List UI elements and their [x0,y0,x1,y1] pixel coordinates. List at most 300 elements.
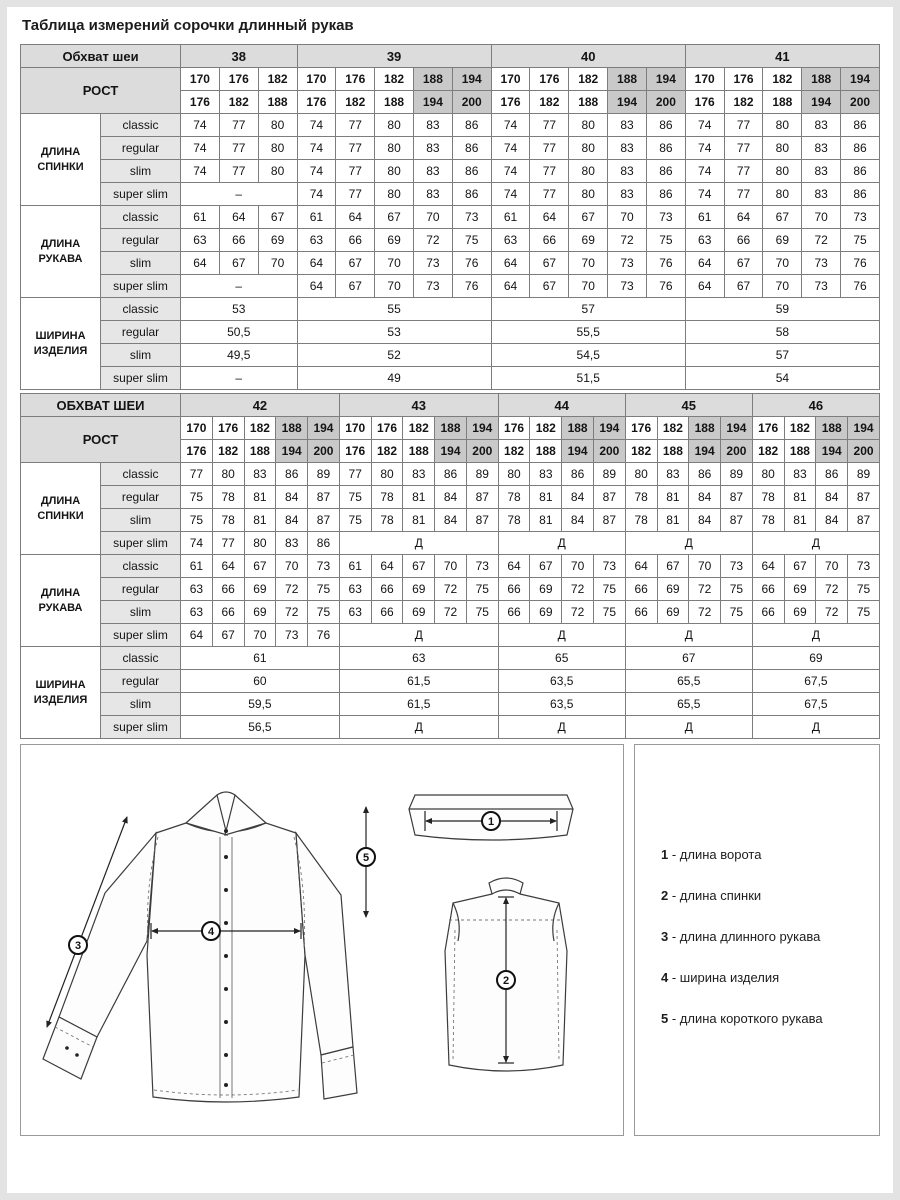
value-cell: 86 [841,183,880,206]
value-cell: 77 [336,137,375,160]
value-cell: 66 [371,601,403,624]
value-cell: 77 [336,160,375,183]
value-cell: 188 [763,91,802,114]
fit-cell: classic [101,206,181,229]
legend-box [634,744,880,1136]
value-cell: 86 [841,114,880,137]
value-cell: 78 [752,486,784,509]
value-cell: – [181,275,297,298]
marker-5 [357,848,375,866]
value-cell: 182 [530,91,569,114]
height-cell-shaded: 194 [802,91,841,114]
value-cell: 77 [724,160,763,183]
value-cell: 188 [530,440,562,463]
value-cell: 78 [625,486,657,509]
fit-cell: slim [101,160,181,183]
value-cell: 70 [375,252,414,275]
value-cell: 72 [802,229,841,252]
value-cell: 73 [413,252,452,275]
value-cell: 81 [530,509,562,532]
value-cell: 87 [308,509,340,532]
value-cell: 74 [181,114,220,137]
value-cell: 61,5 [339,693,498,716]
value-cell: 84 [562,509,594,532]
value-cell: 86 [646,137,685,160]
value-cell: 176 [339,440,371,463]
value-cell: 67 [336,275,375,298]
value-cell: 64 [181,252,220,275]
height-cell-shaded: 194 [816,440,848,463]
value-cell: 66 [212,601,244,624]
value-cell: 176 [530,68,569,91]
value-cell: 87 [466,509,498,532]
value-cell: 66 [212,578,244,601]
value-cell: 77 [219,114,258,137]
height-cell-shaded: 188 [413,68,452,91]
height-cell-shaded: 188 [608,68,647,91]
value-cell: 83 [608,160,647,183]
value-cell: 80 [763,160,802,183]
value-cell: 61,5 [339,670,498,693]
fit-cell: slim [101,509,181,532]
value-cell: 87 [308,486,340,509]
fit-cell: classic [101,555,181,578]
height-cell-shaded: 194 [308,417,340,440]
value-cell: 80 [569,183,608,206]
value-cell: 83 [413,160,452,183]
value-cell: 77 [336,114,375,137]
value-cell: 83 [802,137,841,160]
value-cell: 69 [752,647,879,670]
value-cell: 80 [375,183,414,206]
value-cell: 73 [841,206,880,229]
fit-cell: regular [101,486,181,509]
category-cell: ШИРИНА ИЗДЕЛИЯ [21,298,101,390]
value-cell: 66 [498,578,530,601]
value-cell: 77 [336,183,375,206]
value-cell: 78 [212,486,244,509]
table-row [21,578,880,601]
value-cell: 72 [435,578,467,601]
value-cell: 69 [569,229,608,252]
value-cell: 64 [181,624,213,647]
table-row [21,394,880,417]
value-cell: 56,5 [181,716,340,739]
value-cell: 182 [371,440,403,463]
value-cell: 188 [657,440,689,463]
value-cell: 75 [593,601,625,624]
value-cell: 75 [721,601,753,624]
value-cell: 87 [593,509,625,532]
value-cell: 70 [562,555,594,578]
value-cell: 86 [308,532,340,555]
value-cell: 182 [212,440,244,463]
table-row [21,367,880,390]
value-cell: 80 [375,114,414,137]
value-cell: 69 [403,578,435,601]
bottom-section [20,744,880,1136]
value-cell: 70 [258,252,297,275]
value-cell: 77 [724,137,763,160]
fit-cell: super slim [101,532,181,555]
marker-2 [497,971,515,989]
height-cell-shaded: 194 [452,68,491,91]
value-cell: 176 [491,91,530,114]
height-cell-shaded: 200 [646,91,685,114]
fit-cell: regular [101,229,181,252]
value-cell: 67 [784,555,816,578]
value-cell: 61 [181,206,220,229]
value-cell: 73 [466,555,498,578]
value-cell: 89 [721,463,753,486]
value-cell: Д [752,716,879,739]
value-cell: 77 [212,532,244,555]
value-cell: 69 [244,578,276,601]
value-cell: 83 [403,463,435,486]
value-cell: 70 [569,275,608,298]
value-cell: 75 [593,578,625,601]
value-cell: 83 [657,463,689,486]
value-cell: 64 [530,206,569,229]
value-cell: 63 [685,229,724,252]
height-cell-shaded: 200 [308,440,340,463]
value-cell: 83 [784,463,816,486]
value-cell: 53 [297,321,491,344]
fit-cell: classic [101,647,181,670]
value-cell: Д [498,716,625,739]
value-cell: 72 [435,601,467,624]
value-cell: 176 [212,417,244,440]
value-cell: 69 [657,578,689,601]
shirt-front-right-cuff [321,1047,357,1099]
value-cell: 80 [258,137,297,160]
value-cell: 49,5 [181,344,297,367]
value-cell: 86 [435,463,467,486]
value-cell: 76 [452,275,491,298]
value-cell: 67 [530,555,562,578]
value-cell: 67 [219,252,258,275]
value-cell: 77 [530,160,569,183]
value-cell: 63 [491,229,530,252]
marker-1-label: 1 [487,816,495,828]
value-cell: 64 [297,252,336,275]
value-cell: 80 [258,160,297,183]
value-cell: 76 [841,275,880,298]
value-cell: 70 [608,206,647,229]
value-cell: 66 [336,229,375,252]
height-cell-shaded: 200 [452,91,491,114]
category-cell: ДЛИНА СПИНКИ [21,463,101,555]
value-cell: 74 [297,183,336,206]
value-cell: 77 [530,137,569,160]
shirt-front-left-sleeve [59,833,156,1037]
value-cell: 170 [181,417,213,440]
size-table-42-46 [20,393,880,739]
value-cell: 78 [371,486,403,509]
value-cell: 86 [276,463,308,486]
value-cell: 182 [258,68,297,91]
value-cell: 188 [244,440,276,463]
value-cell: 75 [181,486,213,509]
category-cell: ШИРИНА ИЗДЕЛИЯ [21,647,101,739]
value-cell: 66 [752,601,784,624]
value-cell: 176 [219,68,258,91]
value-cell: 83 [276,532,308,555]
value-cell: 74 [297,114,336,137]
value-cell: 55 [297,298,491,321]
value-cell: 61 [181,647,340,670]
table-row [21,532,880,555]
header-cell: РОСТ [21,68,181,114]
table-row [21,693,880,716]
height-cell-shaded: 194 [841,68,880,91]
value-cell: 70 [413,206,452,229]
value-cell: 73 [848,555,880,578]
value-cell: 87 [593,486,625,509]
marker-5-label: 5 [362,852,370,864]
value-cell: 80 [498,463,530,486]
height-cell-shaded: 188 [802,68,841,91]
value-cell: 78 [752,509,784,532]
value-cell: 65 [498,647,625,670]
value-cell: 67 [258,206,297,229]
height-cell-shaded: 200 [848,440,880,463]
value-cell: 182 [569,68,608,91]
value-cell: 182 [403,417,435,440]
value-cell: 87 [721,486,753,509]
header-cell: 44 [498,394,625,417]
value-cell: 75 [308,578,340,601]
value-cell: – [181,367,297,390]
value-cell: 84 [816,509,848,532]
value-cell: 75 [452,229,491,252]
value-cell: 176 [181,91,220,114]
value-cell: 182 [244,417,276,440]
value-cell: 57 [685,344,879,367]
value-cell: Д [498,532,625,555]
value-cell: 69 [763,229,802,252]
value-cell: 86 [646,183,685,206]
value-cell: 57 [491,298,685,321]
value-cell: 86 [452,160,491,183]
value-cell: 188 [569,91,608,114]
marker-3 [69,936,87,954]
table-row [21,68,880,91]
value-cell: 66 [724,229,763,252]
value-cell: Д [752,624,879,647]
header-cell: ОБХВАТ ШЕИ [21,394,181,417]
value-cell: 69 [530,601,562,624]
header-cell: Обхват шеи [21,45,181,68]
value-cell: 182 [657,417,689,440]
value-cell: 50,5 [181,321,297,344]
value-cell: 63 [181,578,213,601]
value-cell: 67 [244,555,276,578]
value-cell: 67 [625,647,752,670]
marker-2-label: 2 [502,975,510,987]
value-cell: 86 [646,160,685,183]
value-cell: 69 [375,229,414,252]
value-cell: 83 [413,183,452,206]
value-cell: 81 [244,486,276,509]
back-collar-stub [489,878,523,894]
value-cell: 86 [452,183,491,206]
value-cell: 176 [336,68,375,91]
value-cell: 77 [339,463,371,486]
value-cell: 87 [721,509,753,532]
fit-cell: regular [101,670,181,693]
value-cell: 86 [689,463,721,486]
value-cell: 182 [763,68,802,91]
value-cell: 66 [498,601,530,624]
value-cell: 76 [308,624,340,647]
value-cell: 67 [336,252,375,275]
value-cell: 75 [339,509,371,532]
fit-cell: classic [101,298,181,321]
value-cell: 69 [403,601,435,624]
value-cell: 70 [276,555,308,578]
value-cell: 74 [181,532,213,555]
value-cell: 61 [685,206,724,229]
value-cell: 182 [219,91,258,114]
value-cell: 64 [625,555,657,578]
value-cell: 72 [816,601,848,624]
value-cell: 182 [625,440,657,463]
table-row [21,509,880,532]
value-cell: 84 [435,486,467,509]
value-cell: 63 [339,578,371,601]
value-cell: 176 [625,417,657,440]
value-cell: 81 [784,509,816,532]
value-cell: 73 [608,275,647,298]
height-cell-shaded: 194 [689,440,721,463]
value-cell: 74 [491,114,530,137]
value-cell: 73 [452,206,491,229]
value-cell: 64 [336,206,375,229]
value-cell: 80 [258,114,297,137]
value-cell: 63 [297,229,336,252]
value-cell: 74 [181,160,220,183]
value-cell: 67 [530,275,569,298]
header-cell: 43 [339,394,498,417]
value-cell: 170 [339,417,371,440]
legend-item: 1 - длина ворота [661,847,762,862]
value-cell: 78 [212,509,244,532]
value-cell: 81 [530,486,562,509]
value-cell: 176 [724,68,763,91]
value-cell: 170 [297,68,336,91]
fit-cell: regular [101,137,181,160]
value-cell: 77 [530,183,569,206]
fit-cell: classic [101,463,181,486]
value-cell: 73 [308,555,340,578]
value-cell: 67 [403,555,435,578]
value-cell: 176 [498,417,530,440]
value-cell: Д [752,532,879,555]
value-cell: 86 [841,160,880,183]
value-cell: 182 [530,417,562,440]
legend-item: 2 - длина спинки [661,888,762,903]
marker-3-label: 3 [74,940,82,952]
height-cell-shaded: 194 [435,440,467,463]
value-cell: 84 [689,509,721,532]
fit-cell: regular [101,321,181,344]
value-cell: 54,5 [491,344,685,367]
value-cell: 75 [308,601,340,624]
value-cell: 78 [498,509,530,532]
value-cell: 74 [685,183,724,206]
value-cell: 64 [498,555,530,578]
size-table-38-41 [20,44,880,390]
value-cell: 182 [724,91,763,114]
value-cell: 83 [802,160,841,183]
value-cell: 69 [244,601,276,624]
value-cell: Д [339,716,498,739]
value-cell: 84 [276,486,308,509]
table-row [21,417,880,440]
value-cell: 75 [339,486,371,509]
value-cell: 182 [336,91,375,114]
value-cell: 77 [181,463,213,486]
value-cell: 66 [625,578,657,601]
value-cell: 67 [375,206,414,229]
value-cell: 67 [569,206,608,229]
table-row [21,114,880,137]
value-cell: 65,5 [625,670,752,693]
page-title: Таблица измерений сорочки длинный рукав [22,17,354,34]
value-cell: 87 [466,486,498,509]
value-cell: 84 [816,486,848,509]
value-cell: 86 [562,463,594,486]
table-row [21,298,880,321]
height-cell-shaded: 200 [466,440,498,463]
table-row [21,275,880,298]
value-cell: 75 [721,578,753,601]
height-cell-shaded: 188 [689,417,721,440]
value-cell: 83 [608,114,647,137]
value-cell: 64 [685,275,724,298]
value-cell: 59 [685,298,879,321]
value-cell: 84 [689,486,721,509]
value-cell: Д [339,532,498,555]
page [7,7,893,1193]
height-cell-shaded: 194 [276,440,308,463]
value-cell: 86 [841,137,880,160]
value-cell: 63 [181,229,220,252]
value-cell: 64 [685,252,724,275]
shirt-front-drawing [43,792,357,1102]
value-cell: 69 [784,578,816,601]
value-cell: 69 [784,601,816,624]
value-cell: 70 [763,275,802,298]
fit-cell: slim [101,601,181,624]
value-cell: 63 [339,647,498,670]
value-cell: 75 [181,509,213,532]
header-cell: 45 [625,394,752,417]
height-cell-shaded: 194 [562,440,594,463]
fit-cell: regular [101,578,181,601]
value-cell: 74 [685,114,724,137]
value-cell: 81 [403,486,435,509]
value-cell: 75 [466,601,498,624]
value-cell: 176 [752,417,784,440]
value-cell: 53 [181,298,297,321]
value-cell: 59,5 [181,693,340,716]
table-row [21,321,880,344]
value-cell: 69 [530,578,562,601]
value-cell: 64 [491,252,530,275]
value-cell: 176 [685,91,724,114]
